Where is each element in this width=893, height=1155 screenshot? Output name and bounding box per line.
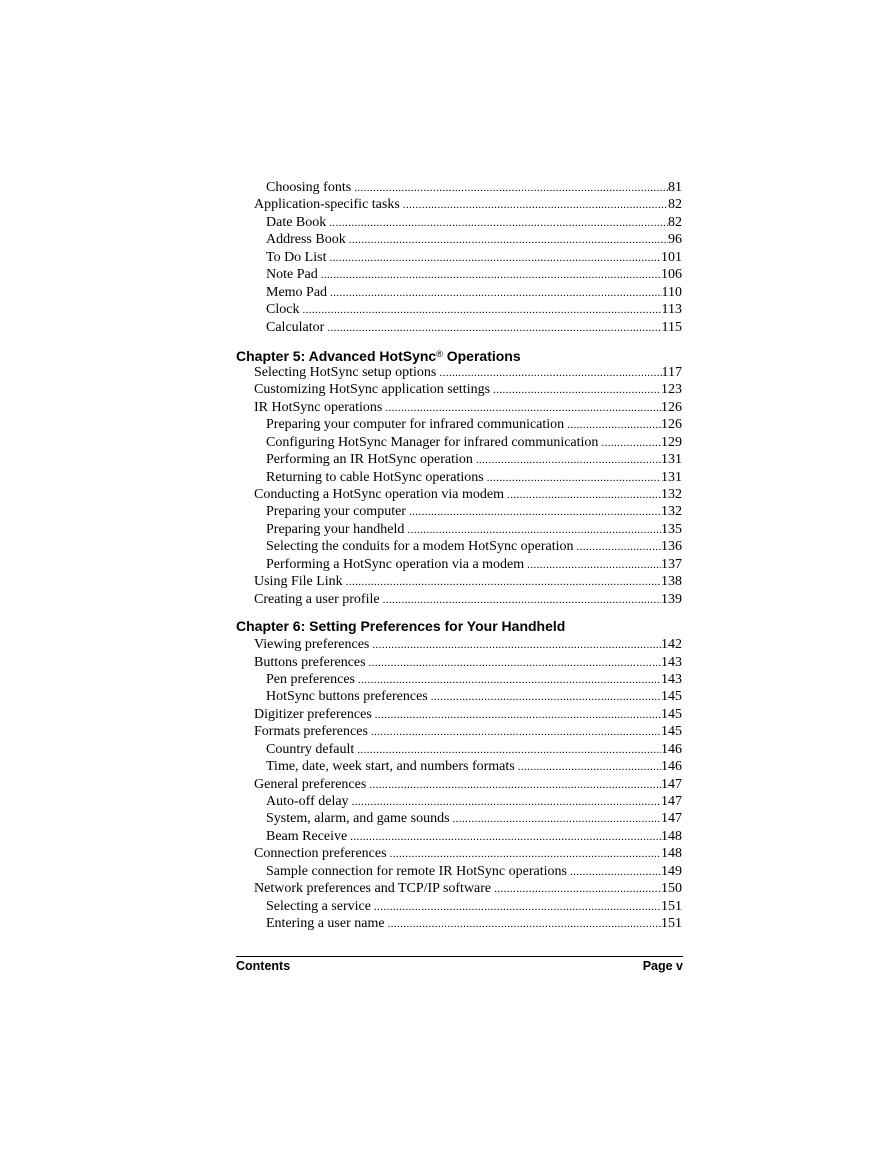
dot-leader: [343, 574, 661, 590]
toc-entry[interactable]: [236, 521, 682, 538]
toc-entry-page-number: 131: [661, 452, 682, 468]
dot-leader: [598, 435, 661, 451]
toc-entry-title: Creating a user profile: [254, 591, 380, 607]
toc-entry-page-number: 126: [661, 399, 682, 415]
toc-entry-title: Viewing preferences: [254, 637, 370, 653]
dot-leader: [400, 197, 668, 213]
toc-entry-title: Selecting HotSync setup options: [254, 364, 437, 380]
toc-entry[interactable]: [236, 845, 682, 862]
toc-entry[interactable]: [236, 214, 682, 231]
toc-entry[interactable]: [236, 179, 682, 196]
dot-leader: [372, 707, 661, 723]
dot-leader: [450, 811, 661, 827]
dot-leader: [346, 232, 668, 248]
dot-leader: [387, 846, 661, 862]
toc-entry[interactable]: [236, 319, 682, 336]
toc-entry-page-number: 82: [668, 197, 682, 213]
toc-entry-page-number: 81: [668, 180, 682, 195]
toc-entry[interactable]: [236, 196, 682, 213]
toc-entry[interactable]: [236, 828, 682, 845]
toc-entry[interactable]: [236, 231, 682, 248]
dot-leader: [349, 794, 661, 810]
toc-entry-title: Preparing your handheld: [266, 521, 405, 537]
dot-leader: [436, 365, 661, 381]
dot-leader: [351, 180, 668, 196]
toc-entry[interactable]: [236, 810, 682, 827]
toc-entry-page-number: 151: [661, 898, 682, 914]
toc-entry-title: Performing a HotSync operation via a modem: [266, 556, 525, 572]
dot-leader: [326, 215, 668, 231]
footer-section-label: Contents: [236, 959, 291, 973]
toc-entry-title: Memo Pad: [266, 284, 328, 300]
toc-entry-page-number: 148: [661, 846, 682, 862]
toc-entry-page-number: 117: [661, 364, 682, 380]
toc-entry[interactable]: [236, 863, 682, 880]
toc-entry-title: Note Pad: [266, 267, 318, 283]
dot-leader: [366, 777, 661, 793]
footer-page-number: Page v: [642, 959, 683, 973]
toc-entry-page-number: 135: [661, 521, 682, 537]
toc-entry-title: Choosing fonts: [266, 180, 352, 195]
toc-entry-title: IR HotSync operations: [254, 399, 383, 415]
chapter-heading-text: Chapter 6: Setting Preferences for Your Handheld: [236, 618, 566, 635]
dot-leader: [490, 382, 661, 398]
toc-entry[interactable]: [236, 741, 682, 758]
dot-leader: [484, 470, 661, 486]
toc-entry[interactable]: [236, 399, 682, 416]
toc-entry-title: Application-specific tasks: [254, 197, 400, 213]
toc-entry[interactable]: [236, 591, 682, 608]
toc-entry-page-number: 123: [661, 382, 682, 398]
dot-leader: [567, 864, 661, 880]
toc-entry[interactable]: [236, 301, 682, 318]
dot-leader: [347, 829, 661, 845]
toc-entry-page-number: 147: [661, 794, 682, 809]
toc-entry-page-number: 132: [661, 504, 682, 520]
toc-entry-title: System, alarm, and game sounds: [266, 811, 450, 827]
toc-entry-page-number: 146: [661, 759, 682, 775]
toc-entry[interactable]: [236, 538, 682, 555]
toc-entry[interactable]: [236, 654, 682, 671]
toc-entry[interactable]: [236, 706, 682, 723]
dot-leader: [326, 250, 661, 266]
toc-entry[interactable]: [236, 758, 682, 775]
dot-leader: [524, 557, 661, 573]
toc-entry-page-number: 137: [661, 556, 682, 572]
toc-entry-title: Pen preferences: [266, 671, 356, 687]
dot-leader: [404, 522, 661, 538]
toc-entry-title: Digitizer preferences: [254, 706, 372, 722]
toc-entry-page-number: 145: [661, 706, 682, 722]
toc-entry[interactable]: [236, 573, 682, 590]
toc-entry[interactable]: [236, 688, 682, 705]
dot-leader: [515, 759, 661, 775]
dot-leader: [355, 672, 661, 688]
toc-entry-page-number: 129: [661, 434, 682, 450]
chapter-heading: [236, 618, 682, 635]
dot-leader: [299, 302, 661, 318]
toc-entry-page-number: 143: [661, 671, 682, 687]
toc-entry-title: Using File Link: [254, 574, 343, 590]
toc-entry-title: Preparing your computer: [266, 504, 406, 520]
toc-entry-title: Connection preferences: [254, 846, 387, 862]
toc-entry-title: Formats preferences: [254, 724, 368, 740]
toc-entry-page-number: 82: [668, 214, 682, 230]
dot-leader: [354, 742, 661, 758]
dot-leader: [324, 320, 661, 336]
toc-entry-page-number: 96: [668, 232, 682, 248]
toc-entry-title: Sample connection for remote IR HotSync operations: [266, 863, 567, 879]
dot-leader: [366, 655, 661, 671]
chapter-heading-text: Chapter 5: Advanced HotSync: [236, 347, 437, 364]
toc-entry-title: Selecting a service: [266, 898, 371, 914]
toc-entry[interactable]: [236, 636, 682, 653]
toc-entry-page-number: 149: [661, 863, 682, 879]
toc-entry-page-number: 101: [661, 249, 682, 265]
toc-entry[interactable]: [236, 434, 682, 451]
toc-entry-title: HotSync buttons preferences: [266, 689, 428, 705]
dot-leader: [428, 689, 661, 705]
toc-entry-title: Returning to cable HotSync operations: [266, 469, 484, 485]
toc-entry-page-number: 151: [661, 916, 682, 932]
toc-entry-title: Preparing your computer for infrared communication: [266, 417, 565, 433]
toc-entry[interactable]: [236, 469, 682, 486]
toc-entry-title: Calculator: [266, 319, 325, 335]
toc-entry-title: Performing an IR HotSync operation: [266, 452, 473, 468]
toc-entry-title: Date Book: [266, 214, 327, 230]
toc-entry-page-number: 126: [661, 417, 682, 433]
toc-entry[interactable]: [236, 793, 682, 810]
toc-entry[interactable]: [236, 556, 682, 573]
toc-entry-page-number: 136: [661, 539, 682, 555]
toc-entry-title: Clock: [266, 302, 300, 318]
toc-entry[interactable]: [236, 416, 682, 433]
toc-entry-page-number: 146: [661, 741, 682, 757]
toc-entry[interactable]: [236, 266, 682, 283]
chapter-heading: [236, 346, 682, 363]
dot-leader: [369, 637, 661, 653]
dot-leader: [574, 539, 661, 555]
toc-entry-page-number: 147: [661, 811, 682, 827]
toc-entry[interactable]: [236, 451, 682, 468]
dot-leader: [380, 592, 661, 608]
toc-entry-title: Selecting the conduits for a modem HotSync operation: [266, 539, 574, 555]
toc-entry[interactable]: [236, 671, 682, 688]
toc-entry[interactable]: [236, 249, 682, 266]
registered-mark: ®: [436, 348, 443, 359]
toc-entry-page-number: 145: [661, 724, 682, 740]
toc-entry-title: Address Book: [266, 232, 346, 248]
dot-leader: [473, 452, 661, 468]
toc-entry-title: Auto-off delay: [266, 794, 349, 809]
dot-leader: [491, 881, 661, 897]
toc-entry[interactable]: [236, 915, 682, 932]
toc-entry[interactable]: [236, 880, 682, 897]
toc-entry-page-number: 115: [661, 319, 682, 335]
toc-entry-title: Country default: [266, 741, 355, 757]
toc-entry-title: Entering a user name: [266, 916, 385, 932]
toc-entry-title: Beam Receive: [266, 828, 348, 844]
dot-leader: [382, 400, 661, 416]
toc-entry-page-number: 113: [661, 302, 682, 318]
dot-leader: [504, 487, 661, 503]
dot-leader: [327, 285, 661, 301]
toc-entry-title: To Do List: [266, 249, 327, 265]
toc-entry-title: Conducting a HotSync operation via modem: [254, 487, 505, 502]
dot-leader: [406, 504, 661, 520]
toc-entry-title: General preferences: [254, 776, 367, 792]
page-footer: [236, 956, 683, 973]
dot-leader: [385, 916, 661, 932]
toc-entry[interactable]: [236, 284, 682, 301]
toc-entry-title: Customizing HotSync application settings: [254, 382, 491, 398]
toc-entry-page-number: 148: [661, 828, 682, 844]
toc-entry-page-number: 131: [661, 469, 682, 485]
toc-entry-title: Time, date, week start, and numbers formats: [266, 759, 515, 775]
dot-leader: [564, 417, 661, 433]
toc-entry-page-number: 110: [661, 284, 682, 300]
toc-entry-title: Buttons preferences: [254, 654, 366, 670]
toc-entry-page-number: 106: [661, 267, 682, 283]
chapter-heading-suffix: Operations: [442, 347, 521, 364]
toc-entry[interactable]: [236, 364, 682, 381]
toc-entry[interactable]: [236, 503, 682, 520]
toc-entry[interactable]: [236, 898, 682, 915]
toc-entry-title: Configuring HotSync Manager for infrared communication: [266, 434, 599, 450]
toc-entry-page-number: 147: [661, 776, 682, 792]
dot-leader: [371, 899, 661, 915]
dot-leader: [318, 267, 661, 283]
toc-entry-title: Network preferences and TCP/IP software: [254, 881, 492, 897]
table-of-contents: [236, 179, 682, 933]
toc-entry-page-number: 138: [661, 574, 682, 590]
toc-entry-page-number: 142: [661, 637, 682, 653]
toc-entry-page-number: 145: [661, 689, 682, 705]
toc-entry-page-number: 139: [661, 591, 682, 607]
toc-entry[interactable]: [236, 723, 682, 740]
toc-entry[interactable]: [236, 486, 682, 503]
toc-entry[interactable]: [236, 381, 682, 398]
toc-entry[interactable]: [236, 776, 682, 793]
toc-entry-page-number: 132: [661, 487, 682, 502]
dot-leader: [368, 724, 661, 740]
toc-entry-page-number: 143: [661, 654, 682, 670]
toc-entry-page-number: 150: [661, 881, 682, 897]
